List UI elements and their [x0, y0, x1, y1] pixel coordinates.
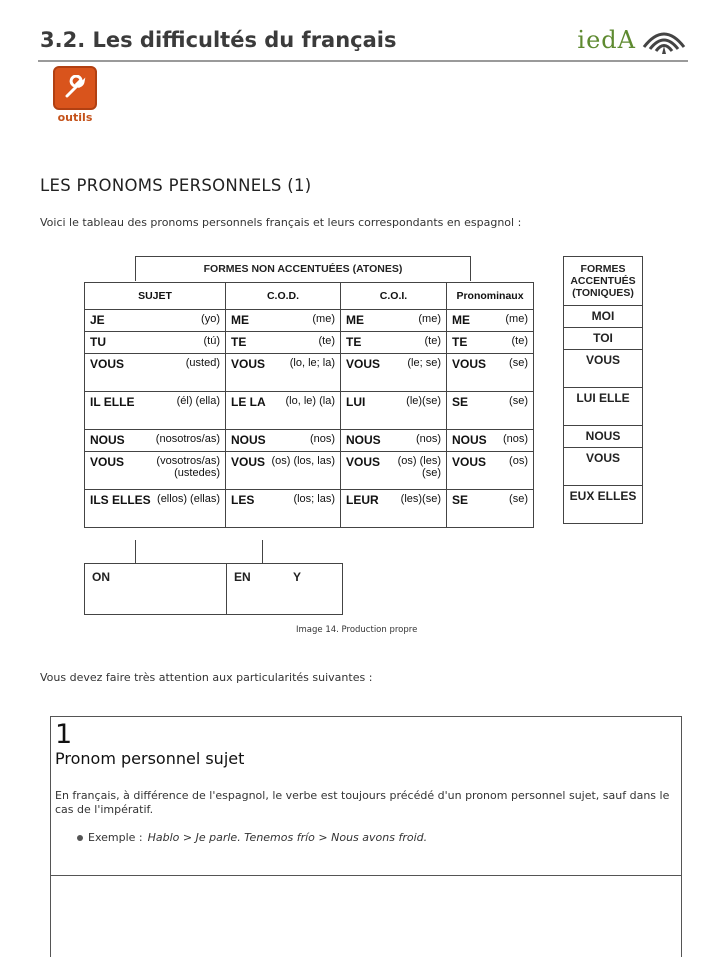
table-cell: [447, 332, 534, 354]
spanish-equivalent: (vosotros/as) (ustedes): [156, 455, 220, 479]
panel-number: 1: [55, 719, 73, 750]
tonique-cell: TOI: [564, 328, 643, 350]
info-panel: [50, 716, 682, 957]
french-pronoun: VOUS: [90, 455, 125, 469]
table-cell: [85, 310, 226, 332]
col-header-cod: C.O.D.: [226, 283, 341, 310]
pronoun-on: ON: [92, 570, 110, 584]
image-caption: Image 14. Production propre: [296, 625, 418, 635]
table-row: [85, 452, 534, 490]
tonique-cell: LUI ELLE: [564, 388, 643, 426]
tonique-cell: VOUS: [564, 350, 643, 388]
example-text: Hablo > Je parle. Tenemos frío > Nous avons froid.: [147, 831, 428, 844]
on-en-y-box: [84, 563, 343, 615]
tonique-header: FORMES ACCENTUÉS (TONIQUES): [564, 257, 643, 306]
french-pronoun: TU: [90, 335, 106, 349]
table-cell: [447, 354, 534, 392]
table-cell: [447, 430, 534, 452]
french-pronoun: LUI: [346, 395, 366, 409]
col-header-sujet: SUJET: [85, 283, 226, 310]
french-pronoun: TE: [231, 335, 247, 349]
french-pronoun: VOUS: [452, 357, 487, 371]
spanish-equivalent: (le; se): [407, 357, 441, 369]
col-header-coi: C.O.I.: [341, 283, 447, 310]
table-cell: [341, 430, 447, 452]
table-cell: [341, 332, 447, 354]
logo-text: iedA: [577, 26, 636, 54]
bullet-icon: [77, 835, 83, 841]
table-cell: [226, 430, 341, 452]
attention-text: Vous devez faire très attention aux particularités suivantes :: [40, 671, 373, 684]
table-cell: [226, 332, 341, 354]
divider: [226, 564, 227, 614]
tonique-cell: VOUS: [564, 448, 643, 486]
panel-title: Pronom personnel sujet: [55, 749, 245, 768]
french-pronoun: VOUS: [346, 357, 381, 371]
french-pronoun: LES: [231, 493, 255, 507]
panel-divider: [51, 875, 681, 876]
spanish-equivalent: (me): [312, 313, 335, 325]
french-pronoun: VOUS: [231, 455, 266, 469]
french-pronoun: NOUS: [231, 433, 266, 447]
spanish-equivalent: (les)(se): [400, 493, 441, 505]
wrench-icon: [53, 66, 97, 110]
french-pronoun: NOUS: [452, 433, 487, 447]
spanish-equivalent: (nosotros/as): [155, 433, 220, 445]
table-cell: [341, 310, 447, 332]
spanish-equivalent: (lo, le; la): [289, 357, 335, 369]
table-row: [85, 430, 534, 452]
spanish-equivalent: (te): [318, 335, 335, 347]
table-row: [85, 354, 534, 392]
table-cell: [341, 392, 447, 430]
pronoun-en: EN: [234, 570, 251, 584]
table-cell: [85, 430, 226, 452]
table-cell: [226, 490, 341, 528]
tonique-cell: EUX ELLES: [564, 486, 643, 524]
intro-text: Voici le tableau des pronoms personnels français et leurs correspondants en espagnol :: [40, 216, 522, 229]
table-cell: [447, 392, 534, 430]
table-cell: [341, 490, 447, 528]
spanish-equivalent: (usted): [185, 357, 220, 369]
spanish-equivalent: (se): [509, 493, 528, 505]
french-pronoun: LEUR: [346, 493, 379, 507]
french-pronoun: ME: [346, 313, 364, 327]
connector-line: [262, 540, 263, 563]
table-cell: [85, 354, 226, 392]
french-pronoun: VOUS: [90, 357, 125, 371]
section-title: LES PRONOMS PERSONNELS (1): [40, 176, 312, 195]
pronouns-table-body: [85, 310, 534, 528]
french-pronoun: ILS ELLES: [90, 493, 151, 507]
table-cell: [226, 354, 341, 392]
spanish-equivalent: (os) (les)(se): [397, 455, 441, 479]
table-cell: [341, 354, 447, 392]
panel-text: En français, à différence de l'espagnol, le verbe est toujours précédé d'un pronom personnel sujet, sauf dans le cas de l'impératif.: [55, 789, 670, 816]
spanish-equivalent: (nos): [415, 433, 441, 445]
spanish-equivalent: (me): [505, 313, 528, 325]
table-cell: [447, 490, 534, 528]
table-cell: [85, 490, 226, 528]
pronouns-table: [84, 282, 534, 528]
table-cell: [226, 452, 341, 490]
tools-label: outils: [57, 111, 93, 124]
table-cell: [341, 452, 447, 490]
french-pronoun: SE: [452, 395, 469, 409]
table-row: [85, 332, 534, 354]
spanish-equivalent: (me): [418, 313, 441, 325]
spanish-equivalent: (te): [511, 335, 528, 347]
table-row: [85, 392, 534, 430]
spanish-equivalent: (te): [424, 335, 441, 347]
spanish-equivalent: (nos): [502, 433, 528, 445]
ieda-logo: [577, 24, 686, 56]
andalucia-arc-icon: [642, 25, 686, 55]
french-pronoun: TE: [452, 335, 468, 349]
spanish-equivalent: (él) (ella): [176, 395, 220, 407]
spanish-equivalent: (nos): [309, 433, 335, 445]
french-pronoun: VOUS: [452, 455, 487, 469]
table-cell: [85, 392, 226, 430]
french-pronoun: JE: [90, 313, 105, 327]
french-pronoun: NOUS: [346, 433, 381, 447]
table-cell: [85, 452, 226, 490]
table-row: [85, 310, 534, 332]
spanish-equivalent: (os) (los, las): [271, 455, 335, 467]
pronoun-y: Y: [293, 570, 302, 584]
french-pronoun: TE: [346, 335, 362, 349]
spanish-equivalent: (le)(se): [406, 395, 441, 407]
spanish-equivalent: (ellos) (ellas): [157, 493, 220, 505]
spanish-equivalent: (lo, le) (la): [285, 395, 335, 407]
connector-line: [135, 540, 136, 563]
tools-button[interactable]: [53, 66, 97, 124]
example-label: Exemple :: [88, 831, 143, 844]
spanish-equivalent: (los; las): [293, 493, 335, 505]
tonique-table: [563, 256, 643, 524]
french-pronoun: LE LA: [231, 395, 266, 409]
example-item: [77, 831, 427, 844]
col-header-pronominaux: Pronominaux: [447, 283, 534, 310]
table-cell: [226, 310, 341, 332]
french-pronoun: VOUS: [231, 357, 266, 371]
spanish-equivalent: (yo): [201, 313, 220, 325]
table-cell: [447, 310, 534, 332]
spanish-equivalent: (tú): [203, 335, 220, 347]
french-pronoun: NOUS: [90, 433, 125, 447]
french-pronoun: IL ELLE: [90, 395, 135, 409]
page-title: 3.2. Les difficultés du français: [40, 28, 397, 52]
french-pronoun: SE: [452, 493, 469, 507]
french-pronoun: ME: [231, 313, 249, 327]
atones-header: FORMES NON ACCENTUÉES (ATONES): [135, 256, 471, 281]
table-cell: [226, 392, 341, 430]
spanish-equivalent: (os): [509, 455, 528, 467]
table-cell: [85, 332, 226, 354]
tonique-cell: NOUS: [564, 426, 643, 448]
table-cell: [447, 452, 534, 490]
spanish-equivalent: (se): [509, 395, 528, 407]
french-pronoun: VOUS: [346, 455, 381, 469]
tonique-cell: MOI: [564, 306, 643, 328]
french-pronoun: ME: [452, 313, 470, 327]
table-row: [85, 490, 534, 528]
spanish-equivalent: (se): [509, 357, 528, 369]
page-header: [38, 22, 688, 62]
